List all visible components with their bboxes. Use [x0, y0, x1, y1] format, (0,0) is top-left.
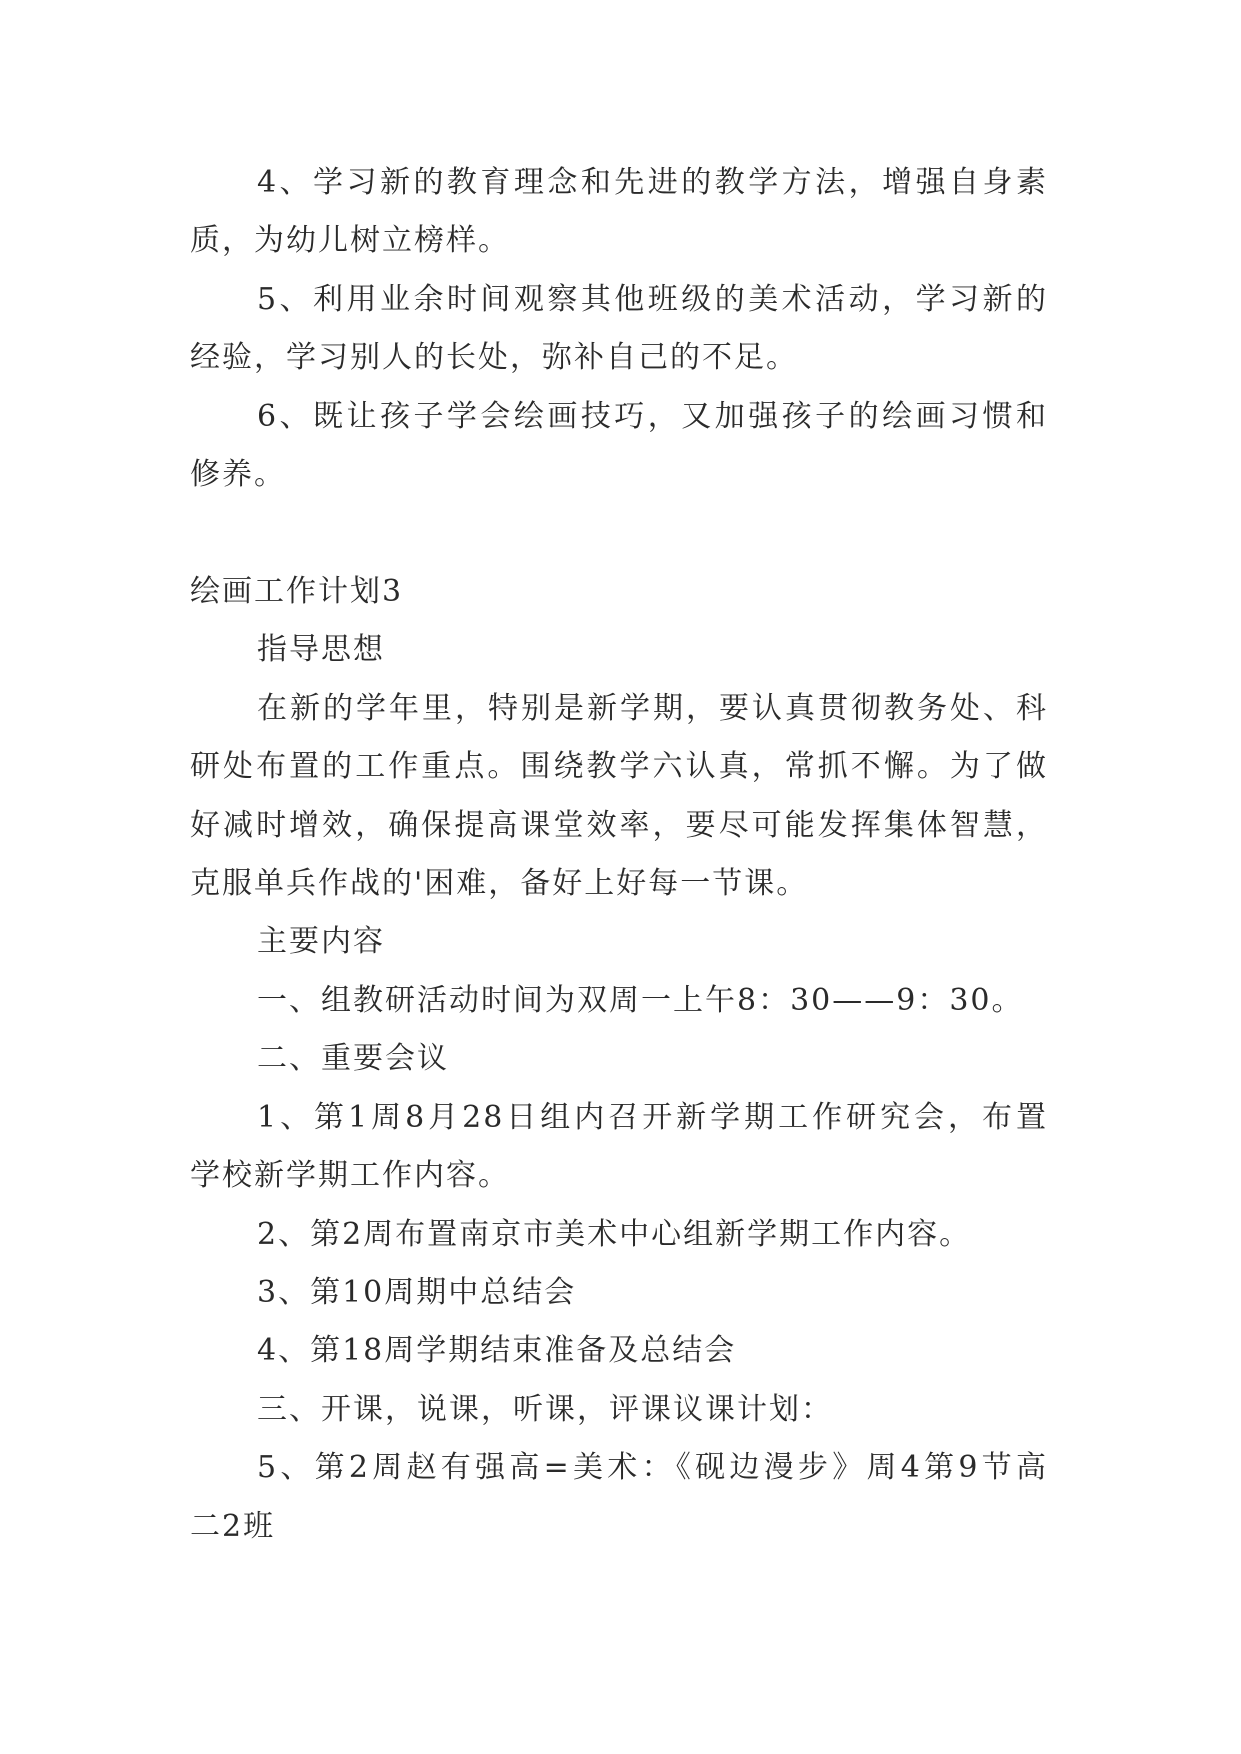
meeting-item-3: 3、第10周期中总结会: [257, 1275, 577, 1310]
paragraph-item-5-line-1: 5、利用业余时间观察其他班级的美术活动，学习新的: [257, 282, 1048, 317]
heading-main-content: 主要内容: [257, 924, 385, 959]
heading-guiding-thought: 指导思想: [257, 632, 385, 667]
guiding-paragraph-line-3: 好减时增效，确保提高课堂效率，要尽可能发挥集体智慧，: [190, 808, 1048, 843]
guiding-paragraph-line-1: 在新的学年里，特别是新学期，要认真贯彻教务处、科: [257, 691, 1048, 726]
section-title: 绘画工作计划3: [190, 574, 404, 609]
paragraph-item-4-line-1: 4、学习新的教育理念和先进的教学方法，增强自身素: [257, 165, 1048, 200]
list-item-important-meetings: 二、重要会议: [257, 1041, 449, 1076]
meeting-item-1-line-2: 学校新学期工作内容。: [190, 1158, 510, 1193]
meeting-item-4: 4、第18周学期结束准备及总结会: [257, 1333, 737, 1368]
guiding-paragraph-line-2: 研处布置的工作重点。围绕教学六认真，常抓不懈。为了做: [190, 749, 1048, 784]
paragraph-item-5-line-2: 经验，学习别人的长处，弥补自己的不足。: [190, 340, 798, 375]
guiding-paragraph-line-4: 克服单兵作战的'困难，备好上好每一节课。: [190, 866, 809, 901]
paragraph-item-4-line-2: 质，为幼儿树立榜样。: [190, 223, 510, 258]
paragraph-item-6-line-1: 6、既让孩子学会绘画技巧，又加强孩子的绘画习惯和: [257, 399, 1048, 434]
list-item-lesson-plan: 三、开课，说课，听课，评课议课计划：: [257, 1392, 833, 1427]
meeting-item-2: 2、第2周布置南京市美术中心组新学期工作内容。: [257, 1217, 972, 1252]
lesson-item-5-line-1: 5、第2周赵有强高=美术：《砚边漫步》周4第9节高: [257, 1450, 1048, 1485]
paragraph-item-6-line-2: 修养。: [190, 457, 286, 492]
lesson-item-5-line-2: 二2班: [190, 1509, 276, 1544]
list-item-research-time: 一、组教研活动时间为双周一上午8：30——9：30。: [257, 983, 1024, 1018]
meeting-item-1-line-1: 1、第1周8月28日组内召开新学期工作研究会，布置: [257, 1100, 1048, 1135]
